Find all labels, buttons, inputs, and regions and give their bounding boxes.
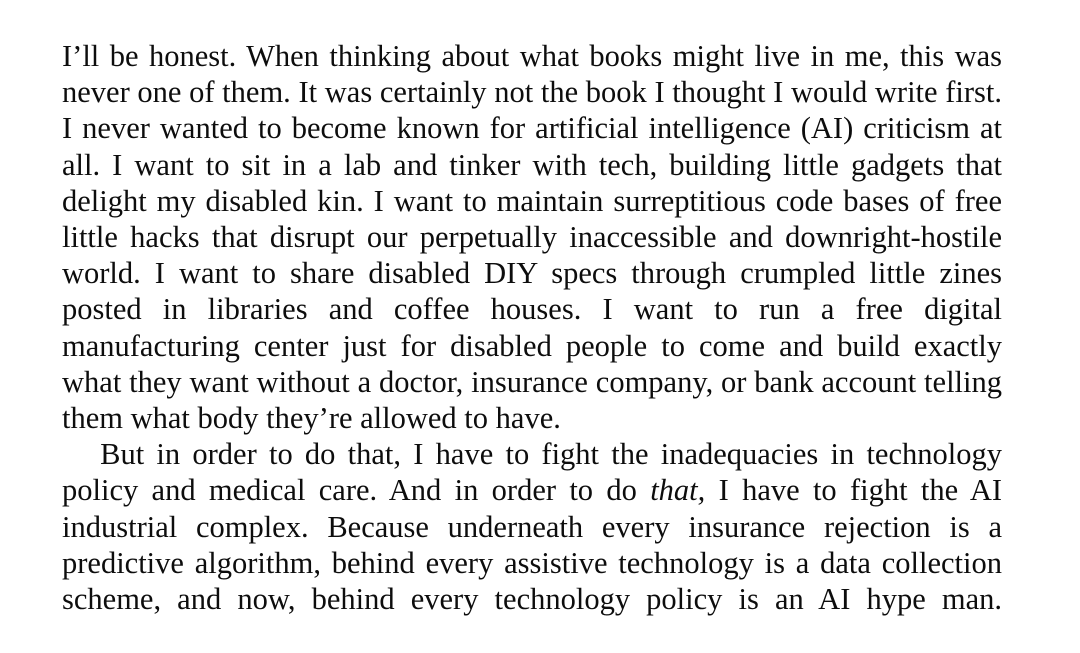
paragraph-2-run-3: I have to fight the AI industrial complex. Because underneath every insurance rejection is a predictive algorithm, behind every assistive technology is a data collection scheme, and now, behind every technology policy is an AI hype man. xyxy=(62,473,1003,617)
page-body-text xyxy=(62,38,1002,653)
paragraph-2 xyxy=(62,436,1002,653)
paragraph-2-run-1: But in order to do that, I have to fight the inadequacies in technology policy and medical care. And in order to do xyxy=(62,437,1002,508)
paragraph-2-emphasis: that, xyxy=(650,473,706,508)
paragraph-1: I’ll be honest. When thinking about what books might live in me, this was never one of them. It was certainly not the book I thought I would write first. I never wanted to become known for artificial intelligence (AI) criticism at all. I want to sit in a lab and tinker with tech, building little gadgets that delight my disabled kin. I want to maintain surreptitious code bases of free little hacks that disrupt our perpetually inaccessible and downright-hostile world. I want to share disabled DIY specs through crumpled little zines posted in libraries and coffee houses. I want to run a free digital manufacturing center just for disabled people to come and build exactly what they want without a doctor, insurance company, or bank account telling them what body they’re allowed to have. xyxy=(62,39,1002,436)
